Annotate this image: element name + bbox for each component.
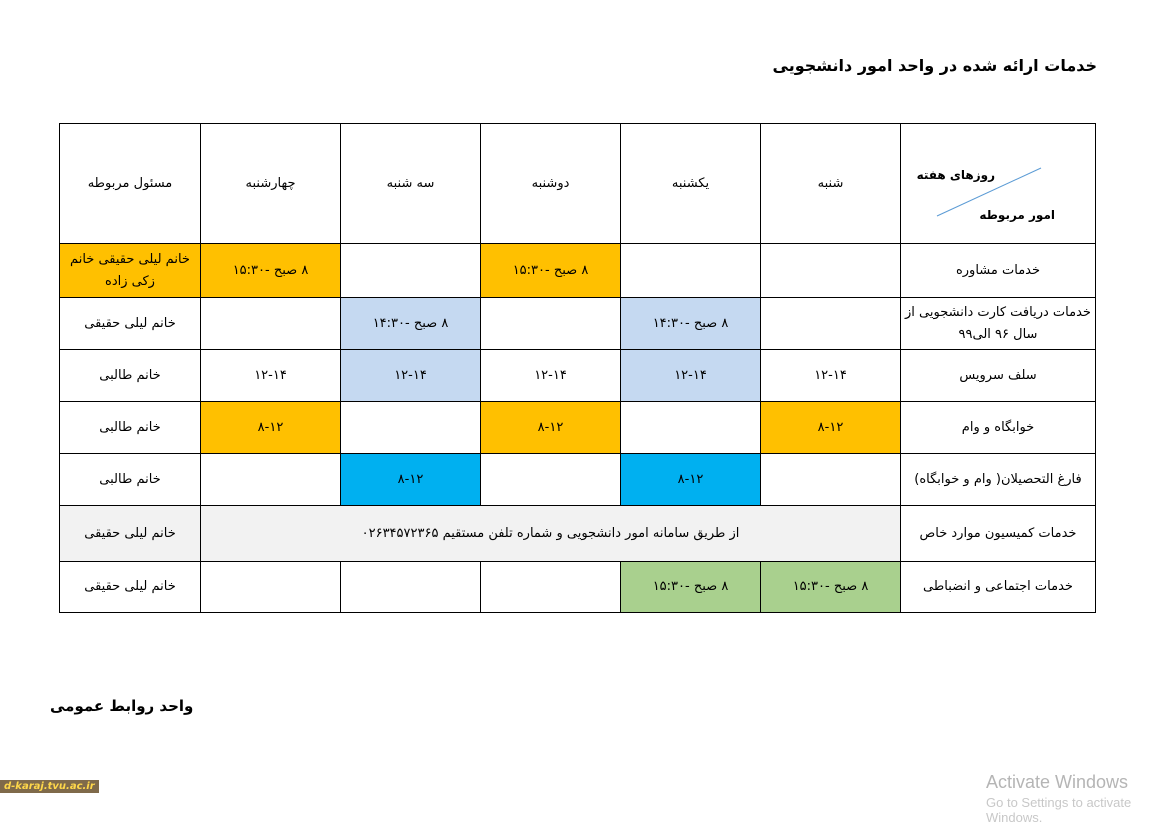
service-name: خدمات اجتماعی و انضباطی — [901, 562, 1096, 613]
schedule-cell: ۱۲-۱۴ — [341, 350, 481, 402]
schedule-cell: ۸ صبح -۱۴:۳۰ — [621, 298, 761, 350]
service-name: فارغ التحصیلان( وام و خوابگاه) — [901, 454, 1096, 506]
schedule-cell: ۸-۱۲ — [341, 454, 481, 506]
table-row — [60, 454, 1096, 506]
schedule-cell — [621, 402, 761, 454]
responsible-cell: خانم طالبی — [60, 454, 201, 506]
table-row — [60, 506, 1096, 562]
related-affairs-label: امور مربوطه — [979, 208, 1055, 222]
schedule-cell — [761, 298, 901, 350]
merged-schedule-cell: از طریق سامانه امور دانشجویی و شماره تلفن مستقیم ۰۲۶۳۴۵۷۲۳۶۵ — [201, 506, 901, 562]
schedule-cell: ۸ صبح -۱۴:۳۰ — [341, 298, 481, 350]
schedule-cell — [621, 244, 761, 298]
schedule-cell — [201, 562, 341, 613]
header-responsible: مسئول مربوطه — [60, 124, 201, 244]
service-name: خوابگاه و وام — [901, 402, 1096, 454]
site-watermark: d-karaj.tvu.ac.ir — [0, 780, 99, 793]
schedule-cell — [481, 298, 621, 350]
table-row — [60, 562, 1096, 613]
services-schedule-table — [59, 123, 1096, 613]
days-of-week-label: روزهای هفته — [916, 168, 995, 182]
schedule-cell: ۱۲-۱۴ — [761, 350, 901, 402]
schedule-cell — [481, 562, 621, 613]
schedule-cell: ۱۲-۱۴ — [201, 350, 341, 402]
table-row — [60, 350, 1096, 402]
header-day-wednesday: چهارشنبه — [201, 124, 341, 244]
responsible-cell: خانم لیلی حقیقی خانم زکی زاده — [60, 244, 201, 298]
schedule-cell: ۸ صبح -۱۵:۳۰ — [761, 562, 901, 613]
header-day-tuesday: سه شنبه — [341, 124, 481, 244]
service-name: خدمات کمیسیون موارد خاص — [901, 506, 1096, 562]
schedule-cell: ۸ صبح -۱۵:۳۰ — [201, 244, 341, 298]
responsible-cell: خانم طالبی — [60, 402, 201, 454]
schedule-cell: ۱۲-۱۴ — [481, 350, 621, 402]
schedule-cell — [201, 298, 341, 350]
table-header-row — [60, 124, 1096, 244]
schedule-cell: ۸-۱۲ — [621, 454, 761, 506]
header-corner-cell — [901, 124, 1096, 244]
table-row — [60, 298, 1096, 350]
responsible-cell: خانم طالبی — [60, 350, 201, 402]
responsible-cell: خانم لیلی حقیقی — [60, 506, 201, 562]
table-row — [60, 402, 1096, 454]
activate-windows-notice: Activate Windows — [986, 772, 1129, 792]
service-name: خدمات دریافت کارت دانشجویی از سال ۹۶ الی۹۹ — [901, 298, 1096, 350]
page-title: خدمات ارائه شده در واحد امور دانشجویی — [772, 56, 1097, 75]
public-relations-signature: واحد روابط عمومی — [50, 697, 194, 715]
schedule-cell — [481, 454, 621, 506]
header-day-saturday: شنبه — [761, 124, 901, 244]
activate-windows-hint: Go to Settings to activate Windows. — [986, 795, 1132, 825]
schedule-cell: ۸ صبح -۱۵:۳۰ — [481, 244, 621, 298]
header-day-monday: دوشنبه — [481, 124, 621, 244]
schedule-cell — [761, 454, 901, 506]
schedule-cell: ۸-۱۲ — [761, 402, 901, 454]
schedule-cell — [341, 402, 481, 454]
header-day-sunday: یکشنبه — [621, 124, 761, 244]
responsible-cell: خانم لیلی حقیقی — [60, 298, 201, 350]
schedule-cell: ۸ صبح -۱۵:۳۰ — [621, 562, 761, 613]
schedule-cell — [761, 244, 901, 298]
service-name: خدمات مشاوره — [901, 244, 1096, 298]
schedule-cell — [341, 244, 481, 298]
schedule-cell: ۸-۱۲ — [481, 402, 621, 454]
service-name: سلف سرویس — [901, 350, 1096, 402]
table-row — [60, 244, 1096, 298]
schedule-cell — [201, 454, 341, 506]
schedule-cell: ۱۲-۱۴ — [621, 350, 761, 402]
schedule-cell — [341, 562, 481, 613]
schedule-cell: ۸-۱۲ — [201, 402, 341, 454]
responsible-cell: خانم لیلی حقیقی — [60, 562, 201, 613]
